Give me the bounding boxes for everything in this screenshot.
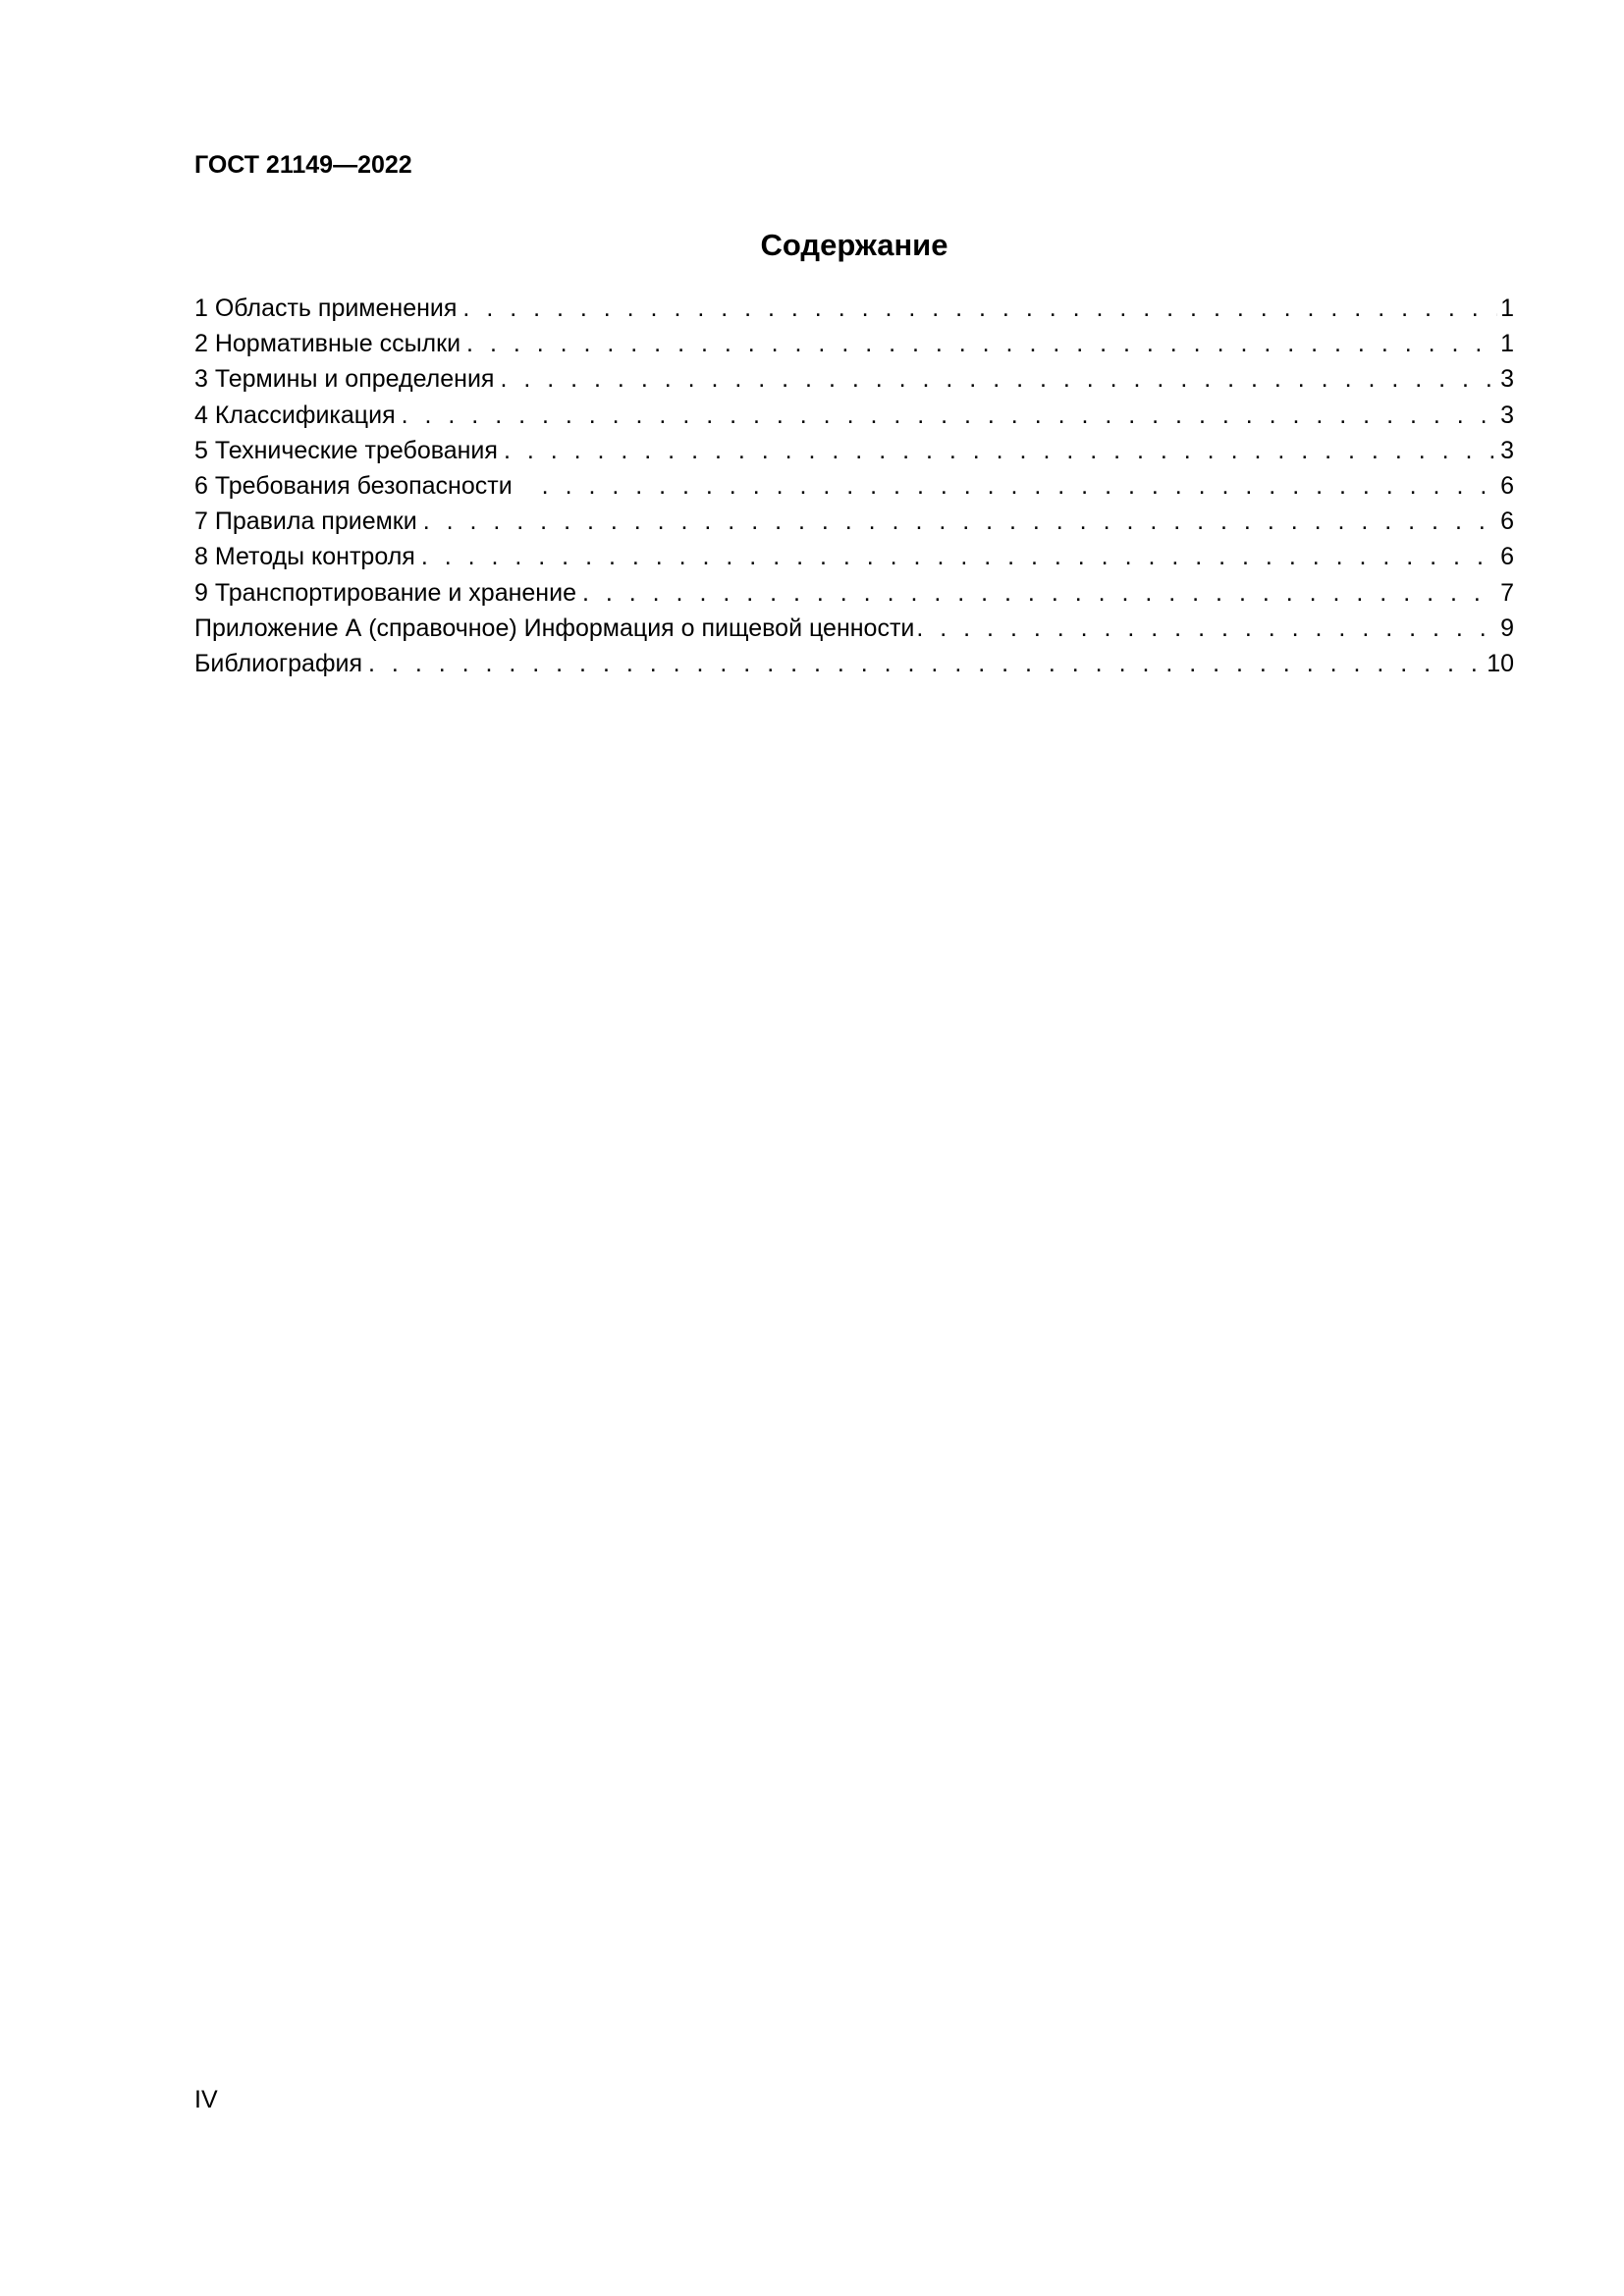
toc-dot-leader	[421, 539, 1497, 574]
toc-entry-transport-storage[interactable]	[194, 575, 1514, 611]
toc-dot-leader	[462, 291, 1497, 326]
toc-entry-acceptance-rules[interactable]	[194, 504, 1514, 539]
toc-entry-title: 5 Технические требования	[194, 436, 498, 464]
toc-entry-title: 7 Правила приемки	[194, 507, 417, 536]
toc-entry-appendix-a[interactable]	[194, 611, 1514, 646]
toc-entry-page: 6	[1500, 507, 1514, 536]
toc-entry-page: 9	[1500, 614, 1514, 642]
toc-entry-page: 10	[1487, 649, 1514, 677]
toc-entry-title: 2 Нормативные ссылки	[194, 330, 461, 358]
toc-dot-leader	[500, 361, 1497, 397]
toc-entry-title: Библиография	[194, 649, 363, 677]
toc-entry-terms[interactable]	[194, 361, 1514, 397]
toc-entry-normative-references[interactable]	[194, 326, 1514, 361]
toc-entry-technical-requirements[interactable]	[194, 433, 1514, 468]
document-code: ГОСТ 21149—2022	[194, 151, 412, 179]
toc-entry-safety-requirements[interactable]	[194, 468, 1514, 504]
toc-entry-title: Приложение А (справочное) Информация о пищевой ценности	[194, 614, 915, 642]
toc-entry-page: 7	[1500, 578, 1514, 607]
toc-entry-bibliography[interactable]	[194, 646, 1514, 681]
toc-dot-leader	[504, 433, 1497, 468]
toc-dot-leader	[916, 611, 1497, 646]
toc-dot-leader	[582, 575, 1497, 611]
toc-entry-control-methods[interactable]	[194, 539, 1514, 574]
toc-entry-page: 3	[1500, 400, 1514, 429]
toc-entry-page: 6	[1500, 471, 1514, 500]
toc-entry-title: 4 Классификация	[194, 400, 396, 429]
toc-dot-leader	[423, 504, 1497, 539]
toc-entry-title: 1 Область применения	[194, 294, 458, 322]
toc-entry-title: 6 Требования безопасности	[194, 471, 513, 500]
toc-list	[194, 291, 1514, 681]
toc-entry-title: 8 Методы контроля	[194, 543, 415, 571]
toc-entry-page: 1	[1500, 294, 1514, 322]
toc-title: Содержание	[760, 228, 948, 262]
toc-entry-page: 6	[1500, 543, 1514, 571]
toc-entry-page: 3	[1500, 365, 1514, 394]
toc-dot-leader	[466, 326, 1497, 361]
toc-entry-title: 9 Транспортирование и хранение	[194, 578, 576, 607]
toc-dot-leader	[542, 468, 1497, 504]
toc-entry-title: 3 Термины и определения	[194, 365, 495, 394]
toc-dot-leader	[368, 646, 1484, 681]
toc-entry-classification[interactable]	[194, 398, 1514, 433]
toc-entry-page: 3	[1500, 436, 1514, 464]
page-number: IV	[194, 2086, 218, 2113]
toc-dot-leader	[402, 398, 1497, 433]
toc-entry-scope[interactable]	[194, 291, 1514, 326]
toc-entry-page: 1	[1500, 330, 1514, 358]
